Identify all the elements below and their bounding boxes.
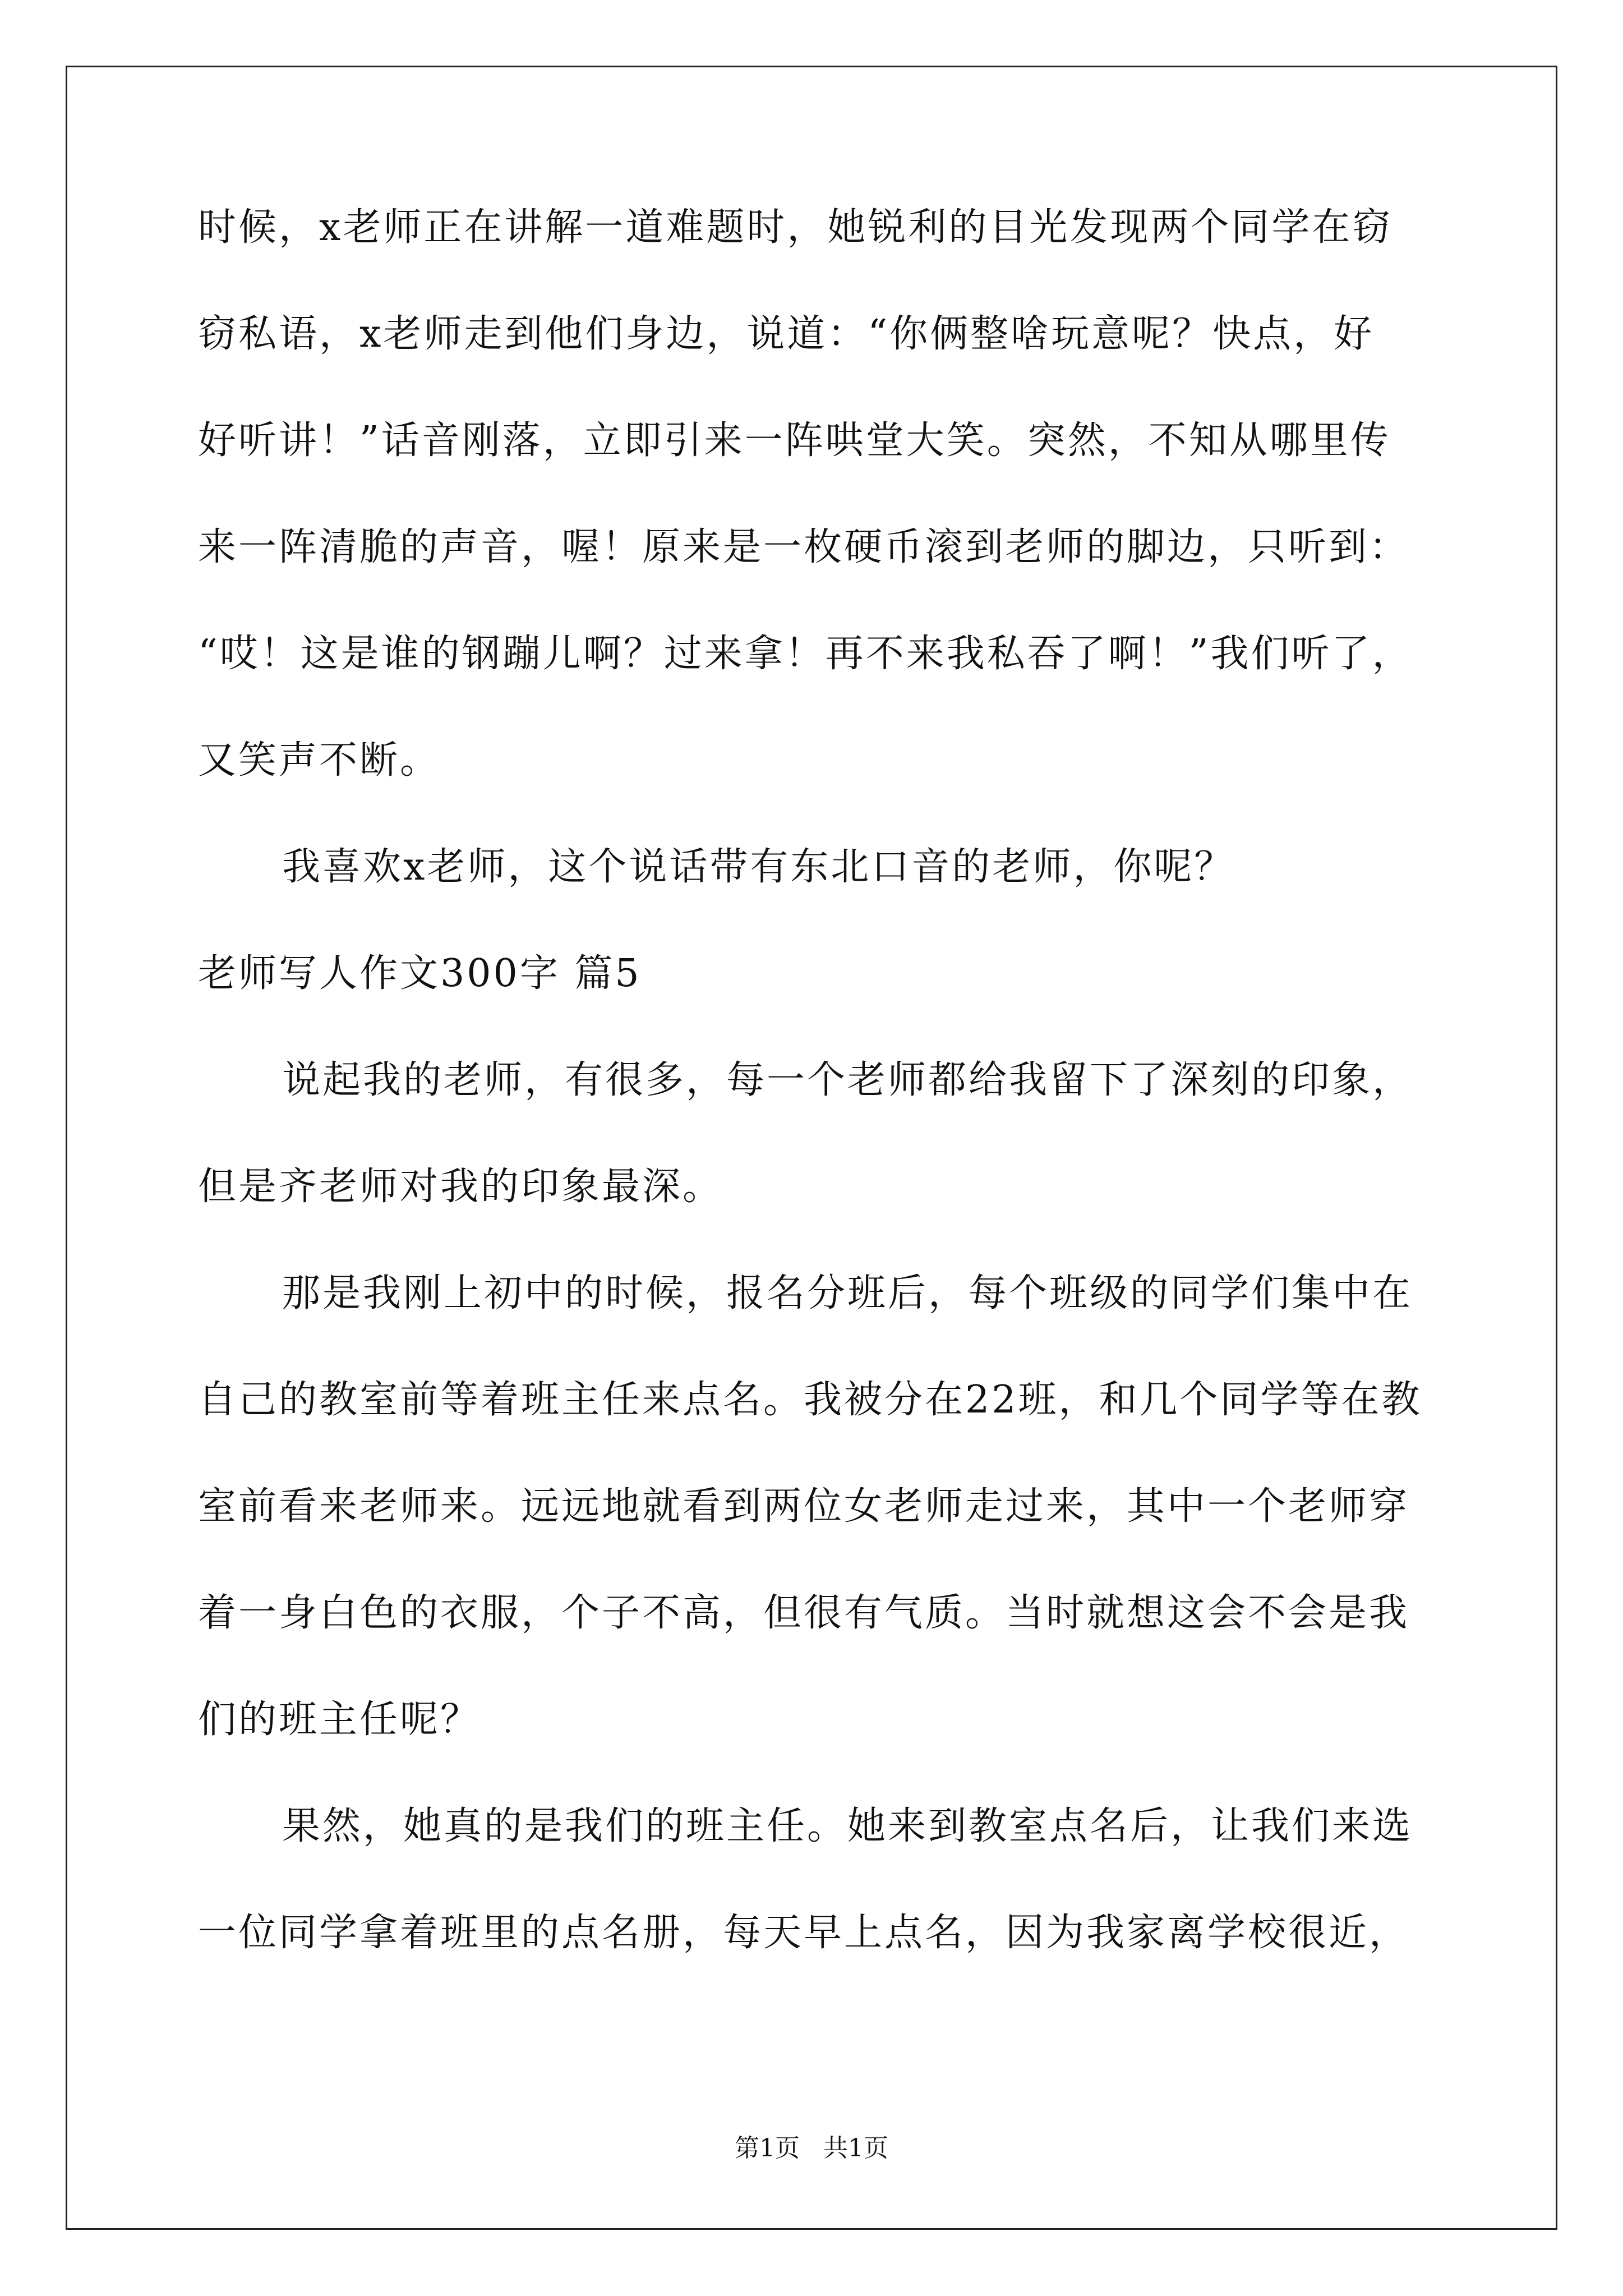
- text-line: 来一阵清脆的声音，喔！原来是一枚硬币滚到老师的脚边，只听到：: [198, 525, 1410, 569]
- text-line: 室前看来老师来。远远地就看到两位女老师走过来，其中一个老师穿: [198, 1484, 1410, 1529]
- text-line: 们的班主任呢？: [198, 1697, 481, 1742]
- text-line: 着一身白色的衣服，个子不高，但很有气质。当时就想这会不会是我: [198, 1591, 1410, 1635]
- text-line: 自己的教室前等着班主任来点名。我被分在22班，和几个同学等在教: [198, 1378, 1422, 1422]
- text-line: 我喜欢x老师，这个说话带有东北口音的老师，你呢？: [282, 845, 1235, 889]
- text-line: 那是我刚上初中的时候，报名分班后，每个班级的同学们集中在: [282, 1271, 1413, 1315]
- text-line: 果然，她真的是我们的班主任。她来到教室点名后，让我们来选: [282, 1804, 1413, 1848]
- text-line: 又笑声不断。: [198, 738, 441, 783]
- text-line: 窃私语，x老师走到他们身边，说道：“你俩整啥玩意呢？快点，好: [198, 312, 1375, 356]
- text-line: “哎！这是谁的钢蹦儿啊？过来拿！再不来我私吞了啊！”我们听了，: [198, 632, 1413, 676]
- page-footer: 第1页 共1页: [735, 2134, 888, 2162]
- text-line: 但是齐老师对我的印象最深。: [198, 1165, 723, 1209]
- text-line: 好听讲！”话音刚落，立即引来一阵哄堂大笑。突然，不知从哪里传: [198, 418, 1391, 463]
- text-line: 时候，x老师正在讲解一道难题时，她锐利的目光发现两个同学在窃: [198, 205, 1393, 250]
- text-line: 说起我的老师，有很多，每一个老师都给我留下了深刻的印象，: [282, 1058, 1413, 1102]
- section-heading: 老师写人作文300字 篇5: [198, 951, 642, 996]
- page-border: [66, 66, 1557, 2230]
- text-line: 一位同学拿着班里的点名册，每天早上点名，因为我家离学校很近，: [198, 1911, 1410, 1955]
